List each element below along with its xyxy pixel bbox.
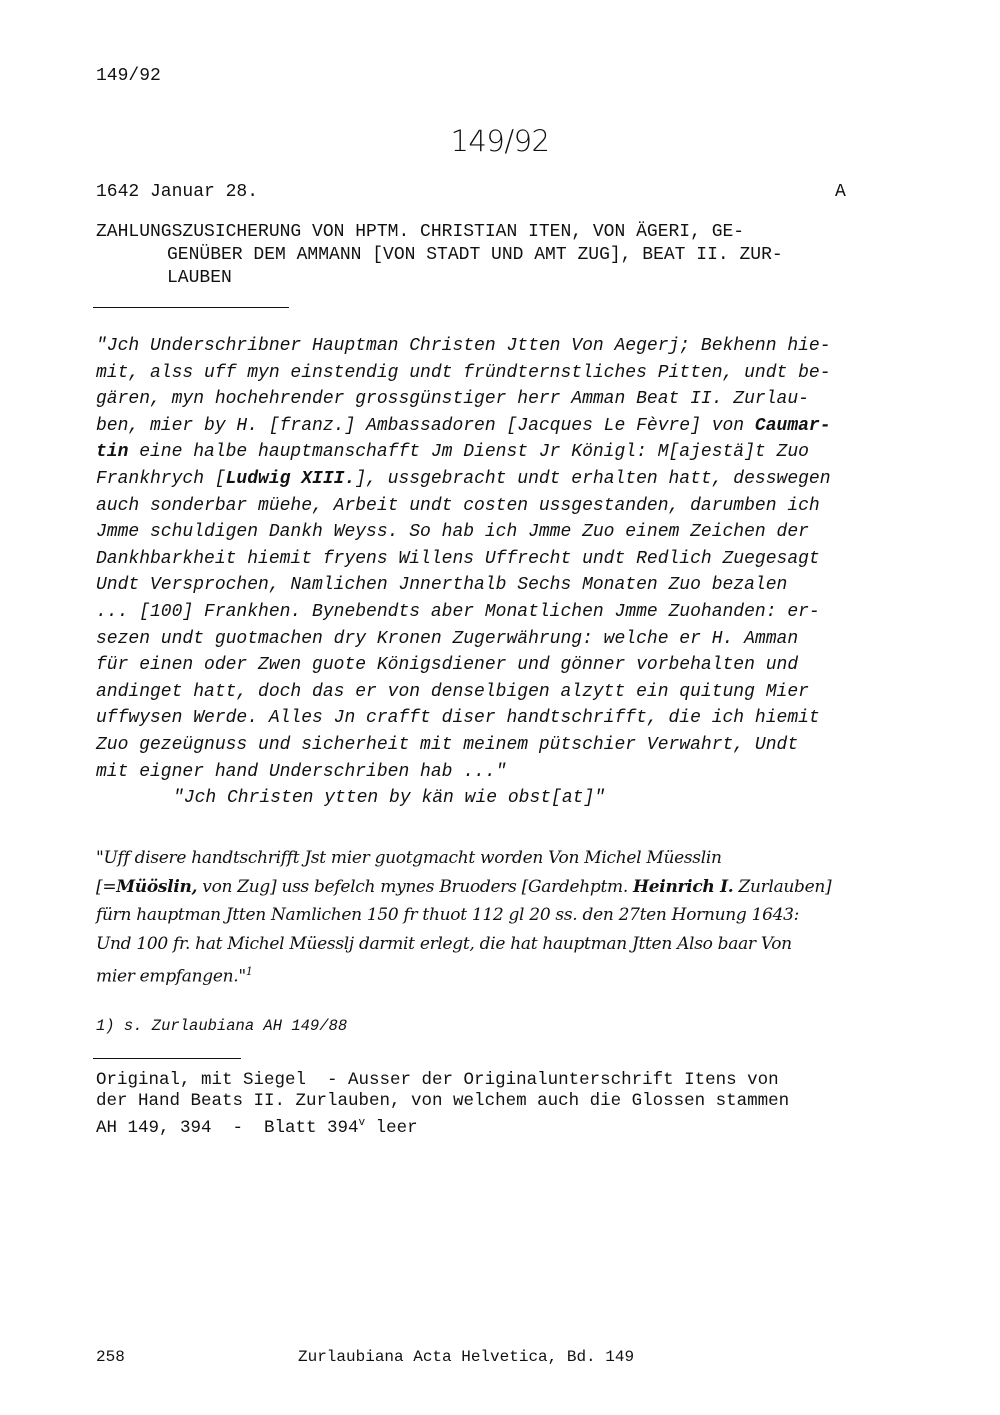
transcript-line: Undt Versprochen, Namlichen Jnnerthalb Sechs Monaten Zuo bezalen (96, 575, 788, 596)
gloss-line: Zurlauben] (733, 876, 832, 897)
transcript-line: eine halbe hauptmanschafft Jm Dienst Jr Königl: M[ajestä]t Zuo (128, 442, 809, 463)
transcript-line: mit, alss uff myn einstendig undt fründternstliches Pitten, undt be- (96, 362, 831, 383)
name-mueoeslin: Müöslin, (116, 876, 198, 897)
transcript-line: Dankhbarkheit hiemit fryens Willens Uffrecht undt Redlich Zuegesagt (96, 548, 820, 569)
source-line: Original, mit Siegel - Ausser der Originalunterschrift Itens von (96, 1070, 779, 1090)
gloss-line: fürn hauptman Jtten Namlichen 150 fr thuot 112 gl 20 ss. den 27ten Hornung 1643: (96, 905, 800, 926)
transcript-line: gären, myn hochehrender grossgünstiger herr Amman Beat II. Zurlau- (96, 389, 809, 410)
gloss-line: [= (96, 876, 117, 897)
gloss-line: mier empfangen." (96, 967, 246, 988)
footnote: 1) s. Zurlaubiana AH 149/88 (96, 1017, 348, 1035)
title-line: ZAHLUNGSZUSICHERUNG VON HPTM. CHRISTIAN ITEN, VON ÄGERI, GE- (96, 222, 745, 242)
transcript-line: auch sonderbar müehe, Arbeit undt costen ussgestanden, darumben ich (96, 495, 820, 516)
source-line: der Hand Beats II. Zurlauben, von welchem auch die Glossen stammen (96, 1091, 790, 1112)
name-caumartin-end: tin (96, 442, 129, 463)
source-line: leer (365, 1117, 418, 1138)
document-date: 1642 Januar 28. (96, 182, 259, 202)
document-title (96, 221, 783, 290)
transcript-line: "Jch Underschribner Hauptman Christen Jtten Von Aegerj; Bekhenn hie- (96, 336, 831, 356)
transcript-line: ben, mier by H. [franz.] Ambassadoren [Jacques Le Fèvre] von (96, 415, 755, 436)
transcript-line: Zuo gezeügnuss und sicherheit mit meinem pütschier Verwahrt, Undt (96, 734, 799, 755)
document-number: 149/92 (450, 124, 550, 158)
transcript-line: Frankhrych [ (96, 468, 226, 489)
gloss-line: "Uff disere handtschrifft Jst mier guotgmacht worden Von Michel Müesslin (96, 848, 722, 868)
series-title: Zurlaubiana Acta Helvetica, Bd. 149 (298, 1348, 635, 1366)
gloss-line: von Zug] uss befelch mynes Bruoders [Gardehptm. (197, 876, 634, 897)
source-line: AH 149, 394 - Blatt 394 (96, 1117, 359, 1138)
signature-line: "Jch Christen ytten by kän wie obst[at]" (173, 788, 606, 809)
title-line: GENÜBER DEM AMMANN [VON STADT UND AMT ZUG], BEAT II. ZUR- (167, 245, 783, 265)
transcript-line: andinget hatt, doch das er von denselbigen alzytt ein quitung Mier (96, 681, 809, 702)
transcript-line: für einen oder Zwen guote Königsdiener und gönner vorbehalten und (96, 655, 799, 676)
name-caumartin: Caumar- (754, 415, 831, 436)
transcript-line: sezen undt guotmachen dry Kronen Zugerwährung: welche er H. Amman (96, 628, 799, 649)
transcript-line: uffwysen Werde. Alles Jn crafft diser handtschrifft, die ich hiemit (96, 708, 820, 729)
transcript-line: mit eigner hand Underschriben hab ..." (96, 761, 507, 782)
page-number: 258 (96, 1348, 125, 1366)
transcript-line: ], ussgebracht undt erhalten hatt, desswegen (355, 468, 831, 489)
transcript-body (96, 333, 831, 812)
verso-marker: v (358, 1116, 366, 1129)
transcript-line: Jmme schuldigen Dankh Weyss. So hab ich Jmme Zuo einem Zeichen der (96, 522, 809, 543)
document-type: A (835, 182, 846, 202)
gloss-note (96, 844, 831, 992)
title-line: LAUBEN (167, 268, 232, 288)
source-note (96, 1070, 789, 1139)
name-heinrich: Heinrich I. (633, 876, 734, 897)
transcript-line: ... [100] Frankhen. Bynebendts aber Monatlichen Jmme Zuohanden: er- (96, 601, 820, 622)
title-divider (93, 307, 289, 308)
footnote-divider (93, 1058, 241, 1059)
name-ludwig: Ludwig XIII. (225, 468, 356, 489)
gloss-line: Und 100 fr. hat Michel Müesslj darmit erlegt, die hat hauptman Jtten Also baar Von (96, 933, 792, 954)
footnote-marker: 1 (245, 965, 253, 979)
top-reference: 149/92 (96, 66, 161, 86)
